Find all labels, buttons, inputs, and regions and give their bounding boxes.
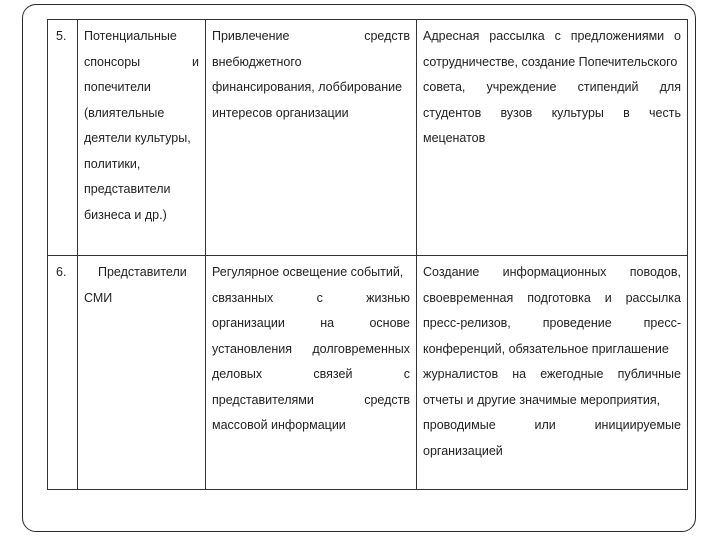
text-line [423,388,681,414]
text-fragment: меценатов [423,131,486,145]
text-fragment: о [674,29,681,43]
text-fragment: информационных [502,265,607,279]
row-number-text: 6. [56,265,67,279]
text-line [84,203,199,229]
text-fragment: Привлечение [212,29,290,43]
text-fragment: подготовка [527,290,591,305]
text-line [84,50,199,76]
text-fragment: в [623,105,630,120]
text-line [212,388,410,414]
text-fragment: массовой информации [212,418,346,432]
text-line [212,24,410,50]
text-fragment: установления [212,341,293,356]
method-cell [206,256,417,490]
text-line [423,24,681,50]
text-line [212,311,410,337]
text-line [423,439,681,465]
text-line [423,101,681,127]
text-line [423,126,681,152]
text-line [84,24,199,50]
text-fragment: организацией [423,443,503,458]
text-line [84,101,199,127]
text-fragment: честь [649,105,681,120]
text-fragment: Создание [423,265,480,279]
text-line [84,126,199,152]
text-fragment: учреждение [486,80,557,94]
text-fragment: деятели культуры, [84,131,191,145]
row-number [48,256,78,490]
text-fragment: жизнью [366,290,410,305]
text-line [212,260,410,286]
form-cell [417,20,688,256]
text-line [423,260,681,286]
subject-cell [78,20,206,256]
table-row [48,20,688,256]
text-fragment: СМИ [84,290,113,305]
text-fragment: культуры [551,105,604,120]
text-fragment: средств [364,29,410,43]
text-fragment: с [403,367,410,381]
text-fragment: бизнеса и др.) [84,207,167,222]
text-fragment: интересов организации [212,105,349,120]
text-fragment: стипендий [577,80,639,94]
row-number [48,20,78,256]
text-line [84,177,199,203]
text-fragment: Потенциальные [84,29,177,43]
text-fragment: студентов [423,105,482,120]
table-row [48,256,688,490]
text-line [212,50,410,76]
text-line [212,101,410,127]
text-fragment: публичные [617,367,681,381]
text-fragment: пресс- [643,316,681,330]
stakeholder-table [47,19,688,490]
text-fragment: политики, [84,156,141,171]
text-fragment: попечители [84,80,151,94]
text-fragment: совета, [423,80,466,94]
text-line [423,362,681,388]
text-line [212,286,410,312]
text-fragment: деловых [212,367,263,381]
text-fragment: и [604,290,612,305]
text-line [84,75,199,101]
text-fragment: Представители [98,265,187,279]
text-line [84,286,199,312]
text-fragment: отчеты и другие значимые мероприятия, [423,392,661,407]
text-fragment: сотрудничестве, создание Попечительского [423,54,678,69]
form-cell [417,256,688,490]
text-line [212,75,410,101]
text-fragment: предложениями [570,29,665,43]
text-fragment: на [320,316,335,330]
text-fragment: пресс-релизов, [423,316,511,330]
text-fragment: и [192,54,199,69]
text-fragment: поводов, [629,265,681,279]
text-fragment: представителями [212,392,314,407]
text-line [212,362,410,388]
text-fragment: или [534,418,556,432]
text-fragment: Адресная [423,29,480,43]
text-fragment: спонсоры [84,54,141,69]
text-fragment: связей [313,367,353,381]
text-line [423,413,681,439]
text-fragment: на [512,367,527,381]
text-line [423,75,681,101]
text-line [423,311,681,337]
text-fragment: (влиятельные [84,105,165,120]
text-fragment: долговременных [312,341,410,356]
text-fragment: организации [212,316,285,330]
text-fragment: конференций, обязательное приглашение [423,341,669,356]
text-fragment: своевременная [423,290,514,305]
subject-cell [78,256,206,490]
text-fragment: для [659,80,681,94]
text-fragment: проводимые [423,418,496,432]
text-line [212,413,410,439]
text-fragment: представители [84,182,171,196]
text-line [423,286,681,312]
text-line [212,337,410,363]
text-fragment: внебюджетного [212,54,302,69]
text-fragment: средств [364,392,410,407]
text-fragment: проведение [542,316,612,330]
text-fragment: журналистов [423,367,499,381]
method-cell [206,20,417,256]
text-fragment: с [554,29,561,43]
text-fragment: основе [369,316,410,330]
text-fragment: Регулярное освещение событий, [212,265,404,279]
text-fragment: финансирования, лоббирование [212,80,403,94]
text-line [423,337,681,363]
text-fragment: ежегодные [540,367,604,381]
text-fragment: инициируемые [594,418,681,432]
row-number-text: 5. [56,29,67,43]
text-fragment: рассылка [625,290,681,305]
text-line [423,50,681,76]
text-fragment: связанных [212,290,274,305]
text-fragment: вузов [500,105,533,120]
text-fragment: рассылка [489,29,545,43]
text-fragment: с [316,290,323,305]
text-line [84,152,199,178]
text-line [84,260,199,286]
